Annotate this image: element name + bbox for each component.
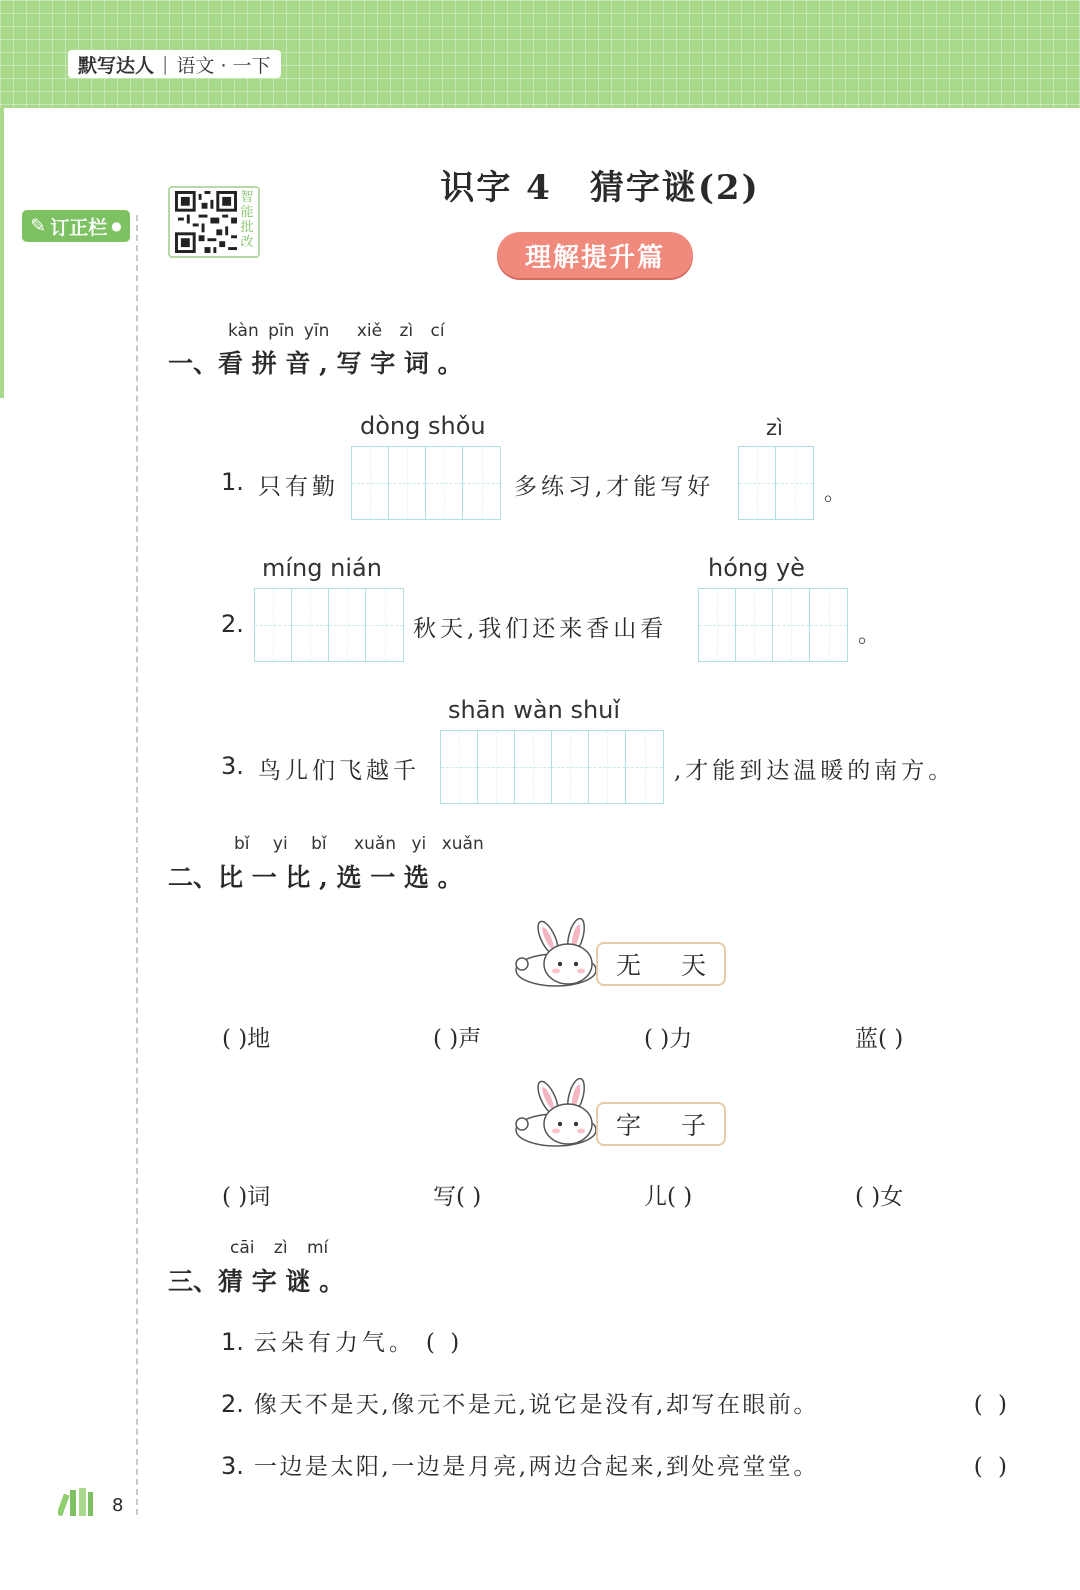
q2-answer-grid-1[interactable] <box>254 588 404 662</box>
books-icon <box>58 1488 96 1516</box>
pinyin-syllable: xuǎn <box>354 834 397 854</box>
pair-char-a: 无 <box>616 951 642 980</box>
q1-pinyin-1: dòng shǒu <box>360 412 486 440</box>
section2-pinyin <box>234 834 484 854</box>
pinyin-syllable: zì <box>399 321 414 341</box>
page-number: 8 <box>112 1495 124 1516</box>
pinyin-syllable: cāi <box>230 1238 255 1258</box>
dot-icon: ● <box>111 219 122 233</box>
pinyin-syllable: yi <box>272 834 288 854</box>
pencil-icon: ✎ <box>30 215 47 237</box>
pair-char-b: 天 <box>680 951 706 980</box>
q2-answer-grid-2[interactable] <box>698 588 848 662</box>
riddle-item <box>221 1448 1011 1481</box>
riddle-number: 1. <box>221 1328 244 1356</box>
riddle-text: 像天不是天,像元不是元,说它是没有,却写在眼前。 <box>253 1392 819 1418</box>
riddle-answer-blank[interactable]: ( ) <box>973 1454 1011 1480</box>
section2-title: 二、比 一 比 , 选 一 选 。 <box>168 863 463 892</box>
pinyin-syllable: zì <box>273 1238 288 1258</box>
pinyin-syllable: mí <box>306 1238 329 1258</box>
compare-pair-box-2 <box>596 1102 726 1146</box>
left-accent-strip <box>0 108 4 398</box>
section3-title: 三、猜 字 谜 。 <box>168 1267 345 1296</box>
lesson-title <box>300 160 900 209</box>
compare-pair-box-1 <box>596 942 726 986</box>
series-name: 默写达人 <box>78 54 155 77</box>
riddle-item <box>221 1324 463 1357</box>
q2-text-middle: 秋天,我们还来香山看 <box>413 616 668 642</box>
level-badge: 理解提升篇 <box>497 232 693 278</box>
fill-blank-item[interactable]: ( )声 <box>433 1026 482 1052</box>
lesson-name: 猜字谜(2) <box>589 168 760 208</box>
q1-answer-grid-1[interactable] <box>351 446 501 520</box>
pair-char-b: 子 <box>680 1111 706 1140</box>
fill-blank-item[interactable]: ( )词 <box>222 1184 271 1210</box>
pinyin-syllable: yi <box>411 834 427 854</box>
tag-separator: | <box>162 53 169 75</box>
q3-text-before: 鸟儿们飞越千 <box>258 758 420 784</box>
q1-text-middle: 多练习,才能写好 <box>514 474 715 500</box>
q2-pinyin-1: míng nián <box>262 554 382 582</box>
q3-text-end: ,才能到达温暖的南方。 <box>674 758 956 784</box>
fill-blank-item[interactable]: 儿( ) <box>644 1184 693 1210</box>
fill-blank-item[interactable]: 写( ) <box>433 1184 482 1210</box>
riddle-text: 云朵有力气。 <box>253 1330 416 1356</box>
riddle-answer-blank[interactable]: ( ) <box>425 1330 464 1356</box>
rabbit-icon <box>510 918 602 990</box>
pinyin-syllable: kàn <box>228 321 259 341</box>
q1-number: 1. <box>221 468 244 496</box>
q3-pinyin: shān wàn shuǐ <box>448 696 621 724</box>
fill-blank-item[interactable]: ( )地 <box>222 1026 271 1052</box>
correction-label: 订正栏 <box>50 216 108 239</box>
riddle-number: 3. <box>221 1452 244 1480</box>
q1-pinyin-2: zì <box>766 416 783 440</box>
book-tag <box>68 50 281 78</box>
lesson-number: 识字 4 <box>440 168 552 208</box>
pinyin-syllable: xiě <box>356 321 383 341</box>
q2-number: 2. <box>221 610 244 638</box>
section3-pinyin <box>230 1238 328 1258</box>
qr-label: 智能批改 <box>240 190 254 250</box>
qr-code-icon <box>174 191 238 253</box>
fill-blank-item[interactable]: ( )力 <box>644 1026 693 1052</box>
q2-pinyin-2: hóng yè <box>708 554 805 582</box>
section1-pinyin <box>228 321 445 341</box>
qr-code-box[interactable] <box>168 186 260 258</box>
pinyin-syllable: xuǎn <box>441 834 484 854</box>
q3-answer-grid[interactable] <box>440 730 664 804</box>
correction-divider <box>136 215 138 1515</box>
q1-text-before: 只有勤 <box>258 474 339 500</box>
pinyin-syllable: cí <box>430 321 445 341</box>
pinyin-syllable: bǐ <box>234 834 250 854</box>
correction-tag <box>22 210 130 242</box>
pinyin-syllable: pīn <box>268 321 295 341</box>
riddle-number: 2. <box>221 1390 244 1418</box>
rabbit-icon <box>510 1078 602 1150</box>
pair-char-a: 字 <box>616 1111 642 1140</box>
q3-number: 3. <box>221 752 244 780</box>
fill-blank-item[interactable]: 蓝( ) <box>855 1026 904 1052</box>
riddle-item <box>221 1386 1011 1419</box>
riddle-answer-blank[interactable]: ( ) <box>973 1392 1011 1418</box>
pinyin-syllable: bǐ <box>311 834 327 854</box>
fill-blank-item[interactable]: ( )女 <box>855 1184 904 1210</box>
q1-period: 。 <box>824 481 847 506</box>
q2-period: 。 <box>858 623 881 648</box>
section1-title: 一、看 拼 音 , 写 字 词 。 <box>168 349 463 378</box>
q1-answer-grid-2[interactable] <box>738 446 814 520</box>
riddle-text: 一边是太阳,一边是月亮,两边合起来,到处亮堂堂。 <box>253 1454 819 1480</box>
pinyin-syllable: yīn <box>303 321 330 341</box>
subject-name: 语文 · 一下 <box>176 54 271 77</box>
